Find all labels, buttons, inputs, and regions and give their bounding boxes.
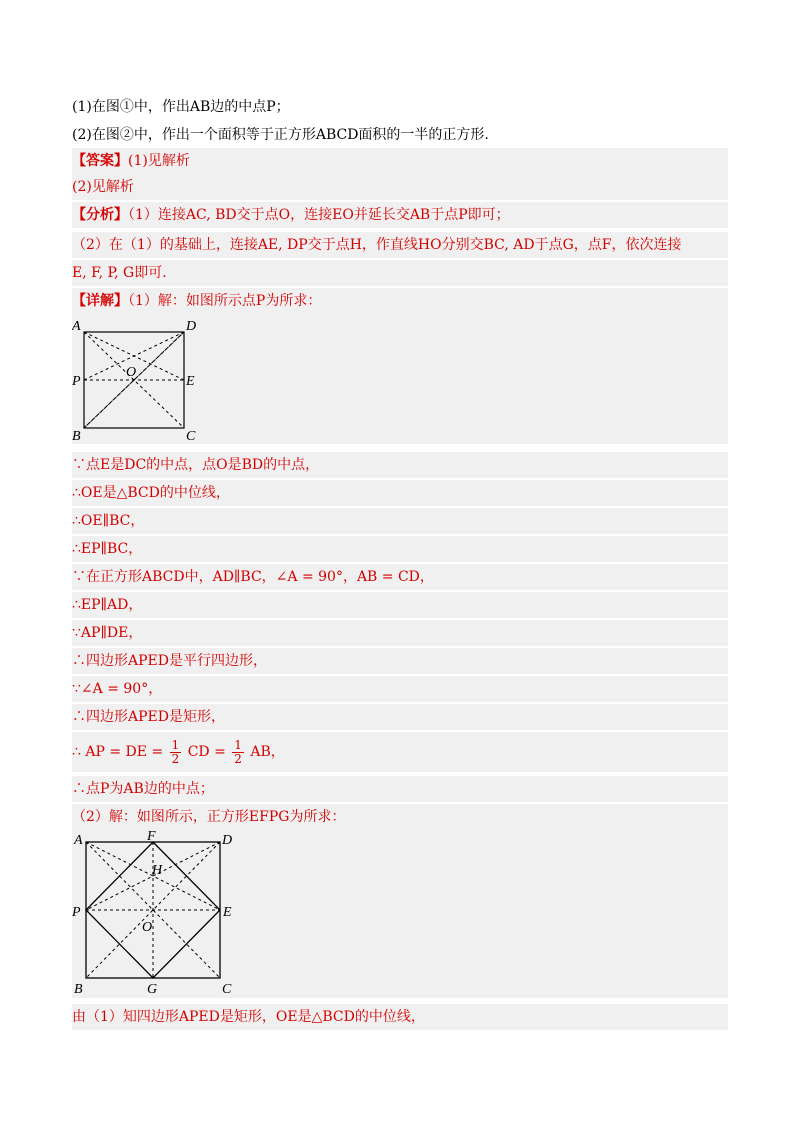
eq-mid: CD = bbox=[187, 744, 226, 760]
fig1-label-b: B bbox=[72, 429, 81, 444]
detail-label: 【详解】 bbox=[72, 293, 128, 309]
answer-part-1: (1)见解析 bbox=[128, 153, 190, 169]
frac-den-2: 2 bbox=[234, 751, 242, 766]
step-3: ∴OE∥BC， bbox=[72, 508, 728, 534]
fig2-label-a: A bbox=[74, 833, 83, 848]
step-8: ∴四边形APED是平行四边形， bbox=[72, 648, 728, 674]
answer-part-2: (2)见解析 bbox=[72, 174, 728, 200]
answer-line-1 bbox=[72, 148, 728, 174]
detail-intro-2: （2）解：如图所示，正方形EFPG为所求： bbox=[72, 804, 728, 830]
step-7: ∵AP∥DE， bbox=[72, 620, 728, 646]
analysis-text-1: （1）连接AC, BD交于点O，连接EO并延长交AB于点P即可； bbox=[128, 207, 510, 223]
detail-intro-1: （1）解：如图所示点P为所求： bbox=[128, 293, 322, 309]
conclusion-1: ∴点P为AB边的中点； bbox=[72, 776, 728, 802]
fig1-label-p: P bbox=[72, 374, 81, 389]
frac-num-1: 1 bbox=[171, 737, 180, 752]
fig1-label-c: C bbox=[186, 429, 196, 444]
fig1-label-e: E bbox=[186, 374, 195, 389]
fig2-label-f: F bbox=[147, 830, 156, 844]
analysis-label: 【分析】 bbox=[72, 207, 128, 223]
equation-line bbox=[72, 732, 728, 772]
step-2: ∴OE是△BCD的中位线， bbox=[72, 480, 728, 506]
fig2-label-e: E bbox=[223, 905, 232, 920]
figure-2 bbox=[72, 830, 252, 998]
fig2-label-h: H bbox=[152, 863, 163, 878]
question-2: (2)在图②中，作出一个面积等于正方形ABCD面积的一半的正方形. bbox=[72, 127, 489, 143]
fig1-label-a: A bbox=[72, 319, 81, 334]
question-1: (1)在图①中，作出AB边的中点P； bbox=[72, 99, 290, 115]
fig2-label-d: D bbox=[222, 833, 233, 848]
fig1-label-d: D bbox=[186, 319, 197, 334]
fig2-label-p: P bbox=[72, 905, 81, 920]
fig1-label-o: O bbox=[126, 365, 137, 380]
detail-line-1 bbox=[72, 288, 728, 314]
eq-suffix: AB， bbox=[250, 744, 285, 760]
analysis-line-1 bbox=[72, 202, 728, 228]
frac-den-1: 2 bbox=[171, 751, 180, 766]
step-6: ∴EP∥AD， bbox=[72, 592, 728, 618]
step-10: ∴四边形APED是矩形， bbox=[72, 704, 728, 730]
fig2-label-b: B bbox=[74, 982, 83, 997]
answer-label: 【答案】 bbox=[72, 153, 128, 169]
frac-num-2: 1 bbox=[234, 737, 242, 752]
step-1: ∵点E是DC的中点，点O是BD的中点， bbox=[72, 452, 728, 478]
fig2-label-o: O bbox=[142, 920, 153, 935]
step-4: ∴EP∥BC， bbox=[72, 536, 728, 562]
fig2-label-g: G bbox=[147, 982, 158, 997]
fraction-half-1 bbox=[170, 739, 182, 766]
fig2-label-c: C bbox=[222, 982, 232, 997]
figure-1 bbox=[72, 314, 212, 444]
analysis-line-2: （2）在（1）的基础上，连接AE, DP交于点H，作直线HO分别交BC, AD于点G，点F，依次连接 bbox=[72, 232, 728, 258]
step-5: ∵在正方形ABCD中，AD∥BC，∠A = 90°，AB = CD， bbox=[72, 564, 728, 590]
step-9: ∵∠A = 90°， bbox=[72, 676, 728, 702]
fraction-half-2 bbox=[232, 739, 244, 766]
last-line: 由（1）知四边形APED是矩形，OE是△BCD的中位线， bbox=[72, 1004, 728, 1030]
eq-prefix: ∴ AP = DE = bbox=[72, 744, 164, 760]
analysis-line-3: E, F, P, G即可. bbox=[72, 260, 728, 286]
